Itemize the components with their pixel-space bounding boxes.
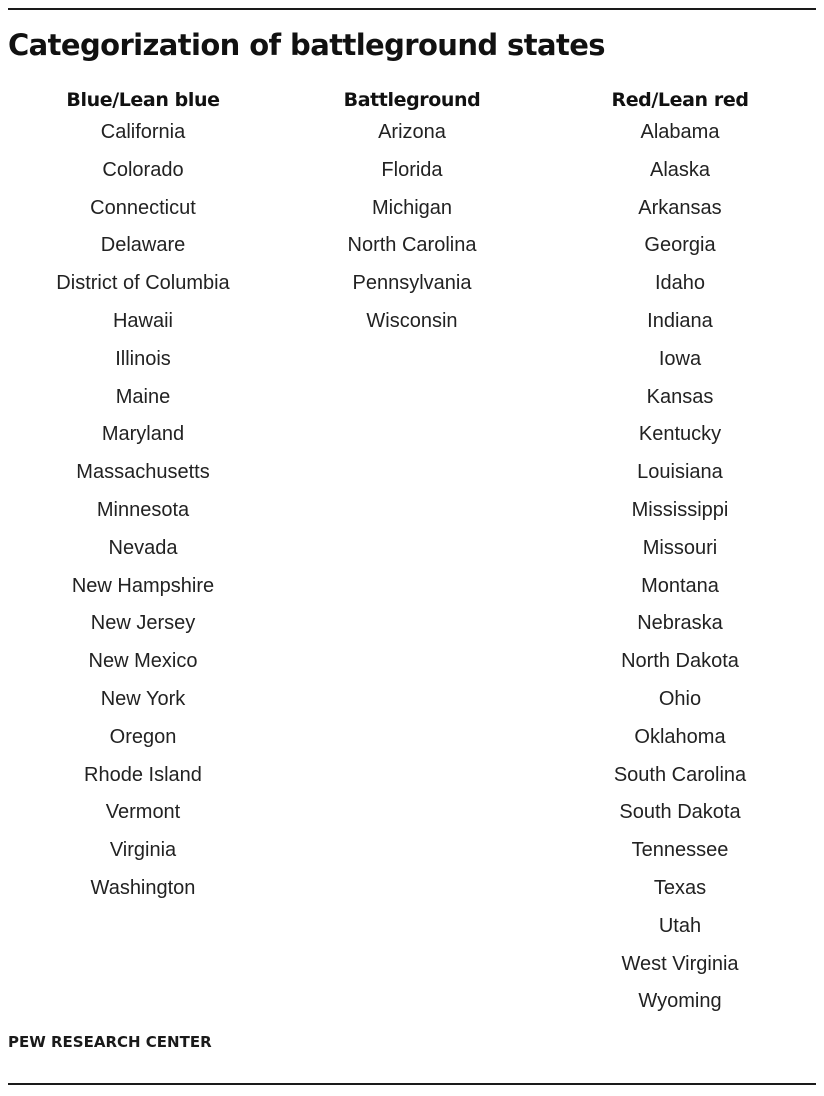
list-item: Minnesota <box>96 498 190 521</box>
list-item: New Mexico <box>88 650 198 673</box>
list-item: Nevada <box>108 536 178 559</box>
list-item: Alabama <box>640 121 720 143</box>
list-item: Alaska <box>649 158 711 181</box>
list-item: Oklahoma <box>634 725 726 748</box>
top-rule <box>8 8 816 10</box>
column-blue-lean-blue <box>56 86 229 908</box>
bottom-rule <box>8 1083 816 1085</box>
list-item: Kansas <box>646 385 714 408</box>
list-item: Maryland <box>101 423 185 446</box>
list-item: Illinois <box>115 347 171 370</box>
list-item: Massachusetts <box>76 461 210 484</box>
list-item: Colorado <box>102 158 184 181</box>
list-item: Virginia <box>109 839 177 862</box>
list-item: Vermont <box>105 801 181 824</box>
list-item: Washington <box>90 876 196 899</box>
column-heading: Red/Lean red <box>611 89 749 111</box>
list-item: Idaho <box>654 272 706 295</box>
state-list <box>611 114 748 1021</box>
list-item: Louisiana <box>637 461 723 484</box>
list-item: New Jersey <box>90 612 196 635</box>
list-item: Iowa <box>658 347 702 370</box>
list-item: Kentucky <box>638 423 722 446</box>
list-item: Connecticut <box>90 196 196 219</box>
list-item: Texas <box>653 876 707 899</box>
list-item: Michigan <box>371 196 453 219</box>
column-battleground <box>344 86 481 341</box>
list-item: Florida <box>381 158 443 181</box>
list-item: Mississippi <box>631 498 729 521</box>
list-item: New Hampshire <box>71 574 215 597</box>
list-item: Missouri <box>642 536 718 559</box>
column-red-lean-red <box>611 86 748 1021</box>
list-item: Utah <box>658 914 702 937</box>
list-item: Arizona <box>378 121 446 143</box>
column-heading: Blue/Lean blue <box>66 89 220 111</box>
list-item: West Virginia <box>621 952 739 975</box>
list-item: Wyoming <box>638 990 722 1013</box>
list-item: South Carolina <box>613 763 747 786</box>
list-item: California <box>100 121 186 143</box>
list-item: Hawaii <box>112 309 174 332</box>
list-item: North Dakota <box>621 650 739 673</box>
list-item: New York <box>100 687 186 710</box>
list-item: Nebraska <box>637 612 723 635</box>
state-list <box>344 114 481 341</box>
list-item: Indiana <box>647 309 713 332</box>
column-heading: Battleground <box>343 89 481 111</box>
list-item: North Carolina <box>347 234 477 257</box>
list-item: Ohio <box>658 687 702 710</box>
list-item: Rhode Island <box>84 763 202 786</box>
list-item: Georgia <box>644 234 716 257</box>
list-item: Oregon <box>109 725 177 748</box>
list-item: Wisconsin <box>366 309 458 332</box>
list-item: Delaware <box>100 234 186 257</box>
list-item: Tennessee <box>631 839 729 862</box>
state-list <box>56 114 229 908</box>
list-item: South Dakota <box>619 801 741 824</box>
list-item: Arkansas <box>638 196 722 219</box>
list-item: Maine <box>115 385 171 408</box>
page-title: Categorization of battleground states <box>8 28 605 62</box>
list-item: District of Columbia <box>56 272 230 295</box>
list-item: Montana <box>641 574 719 597</box>
source-credit: PEW RESEARCH CENTER <box>8 1033 212 1051</box>
list-item: Pennsylvania <box>352 272 472 295</box>
